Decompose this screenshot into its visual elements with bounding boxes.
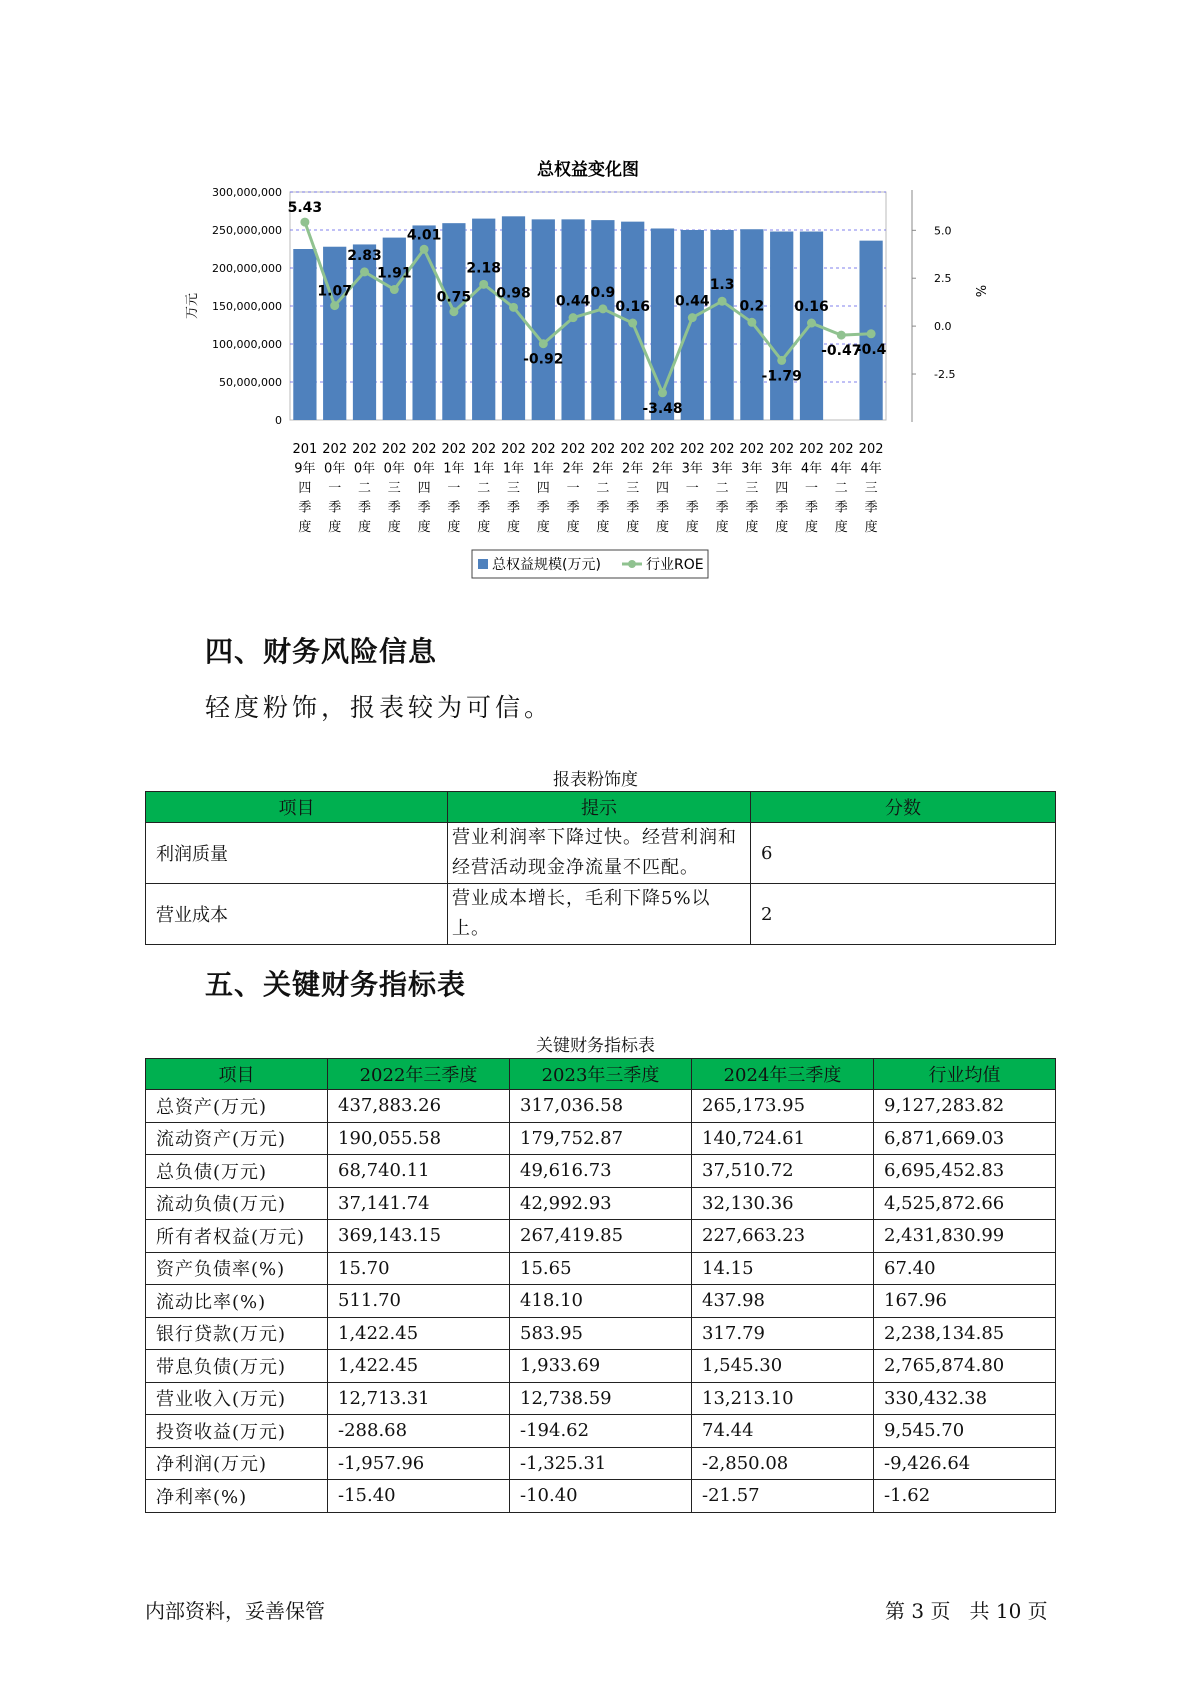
risk-header-score: 分数	[751, 792, 1056, 823]
risk-score: 6	[751, 823, 1056, 884]
roe-data-label: -1.79	[761, 368, 802, 385]
x-tick-label: 季	[506, 500, 521, 516]
kpi-2024q3: 14.15	[692, 1252, 874, 1285]
risk-table	[145, 791, 1056, 945]
kpi-header-2024q3: 2024年三季度	[692, 1059, 874, 1090]
table-row	[146, 1382, 1056, 1415]
kpi-2022q3: 369,143.15	[328, 1220, 510, 1253]
table-row	[146, 1285, 1056, 1318]
kpi-2024q3: 140,724.61	[692, 1122, 874, 1155]
x-tick-label: 度	[745, 520, 759, 535]
x-tick-label: 四	[417, 481, 431, 496]
x-tick-label: 度	[685, 520, 699, 535]
x-tick-label: 二	[715, 481, 729, 496]
kpi-2023q3: -10.40	[510, 1480, 692, 1513]
table-row	[146, 1447, 1056, 1480]
kpi-table-caption: 关键财务指标表	[536, 1036, 655, 1056]
kpi-2024q3: 32,130.36	[692, 1187, 874, 1220]
bar	[532, 219, 555, 420]
kpi-item: 投资收益(万元)	[146, 1415, 328, 1448]
x-tick-label: 3年	[771, 461, 793, 477]
roe-data-label: -0.47	[821, 343, 862, 360]
x-tick-label: 三	[864, 481, 878, 496]
x-tick-label: 四	[775, 481, 789, 496]
x-tick-label: 度	[834, 520, 848, 535]
x-tick-label: 2年	[592, 461, 614, 477]
x-tick-label: 202	[411, 442, 437, 457]
kpi-industry-avg: 4,525,872.66	[874, 1187, 1056, 1220]
kpi-industry-avg: 9,545.70	[874, 1415, 1056, 1448]
x-tick-label: 三	[745, 481, 759, 496]
x-tick-label: 度	[804, 520, 819, 535]
y2-tick-label: 2.5	[934, 272, 952, 286]
x-tick-label: 度	[387, 520, 401, 535]
kpi-table-header-row	[146, 1059, 1056, 1090]
kpi-2023q3: 49,616.73	[510, 1155, 692, 1188]
risk-item: 利润质量	[146, 823, 448, 884]
x-tick-label: 度	[596, 520, 610, 535]
bar	[591, 220, 614, 420]
x-tick-label: 度	[477, 520, 491, 535]
x-tick-label: 202	[590, 442, 616, 457]
x-tick-label: 202	[352, 442, 377, 457]
table-row	[146, 1252, 1056, 1285]
x-tick-label: 季	[804, 500, 819, 516]
x-tick-label: 0年	[324, 461, 346, 477]
kpi-2023q3: 583.95	[510, 1317, 692, 1350]
x-tick-label: 一	[447, 481, 461, 496]
y-tick-label: 100,000,000	[212, 338, 282, 351]
table-row	[146, 1187, 1056, 1220]
y-tick-label: 150,000,000	[212, 300, 282, 313]
kpi-2024q3: 437.98	[692, 1285, 874, 1318]
x-tick-label: 四	[536, 481, 550, 496]
roe-point	[420, 245, 429, 254]
kpi-2022q3: 437,883.26	[328, 1090, 510, 1123]
roe-data-label: -0.4	[855, 341, 887, 358]
kpi-header-2023q3: 2023年三季度	[510, 1059, 692, 1090]
roe-data-label: 2.18	[466, 260, 501, 277]
kpi-header-industry-avg: 行业均值	[874, 1059, 1056, 1090]
x-tick-label: 度	[536, 520, 550, 535]
x-tick-label: 度	[357, 520, 372, 535]
kpi-2022q3: -288.68	[328, 1415, 510, 1448]
y-tick-label: 0	[275, 414, 282, 427]
roe-data-label: 0.16	[615, 299, 650, 316]
table-row	[146, 1155, 1056, 1188]
kpi-item: 净利润(万元)	[146, 1447, 328, 1480]
x-tick-label: 202	[560, 442, 586, 457]
x-tick-label: 4年	[830, 461, 852, 477]
bar	[412, 225, 435, 420]
bar	[442, 223, 465, 420]
kpi-2023q3: 418.10	[510, 1285, 692, 1318]
x-tick-label: 202	[530, 442, 556, 457]
x-tick-label: 202	[501, 442, 526, 457]
roe-point	[658, 388, 667, 397]
x-tick-label: 2年	[622, 461, 644, 477]
x-tick-label: 季	[477, 500, 491, 516]
x-tick-label: 季	[655, 500, 670, 516]
y2-tick-label: -2.5	[934, 368, 956, 382]
bar	[293, 249, 316, 420]
legend-bar-swatch	[478, 559, 488, 569]
roe-point	[449, 307, 458, 316]
kpi-2024q3: -2,850.08	[692, 1447, 874, 1480]
x-tick-label: 一	[804, 481, 819, 496]
roe-point	[777, 356, 786, 365]
kpi-item: 营业收入(万元)	[146, 1382, 328, 1415]
x-tick-label: 1年	[443, 461, 465, 477]
kpi-item: 资产负债率(%)	[146, 1252, 328, 1285]
x-tick-label: 1年	[502, 461, 525, 477]
kpi-2022q3: 37,141.74	[328, 1187, 510, 1220]
kpi-item: 银行贷款(万元)	[146, 1317, 328, 1350]
chart-title: 总权益变化图	[537, 160, 639, 180]
roe-point	[628, 319, 637, 328]
kpi-industry-avg: 67.40	[874, 1252, 1056, 1285]
x-tick-label: 季	[536, 500, 550, 516]
x-tick-label: 202	[441, 442, 467, 457]
kpi-item: 总负债(万元)	[146, 1155, 328, 1188]
kpi-2024q3: -21.57	[692, 1480, 874, 1513]
kpi-2024q3: 13,213.10	[692, 1382, 874, 1415]
kpi-industry-avg: 9,127,283.82	[874, 1090, 1056, 1123]
x-tick-label: 202	[858, 442, 884, 457]
kpi-2022q3: 68,740.11	[328, 1155, 510, 1188]
kpi-2022q3: 1,422.45	[328, 1350, 510, 1383]
roe-data-label: 1.3	[709, 277, 735, 294]
roe-data-label: 0.16	[794, 299, 829, 316]
kpi-item: 总资产(万元)	[146, 1090, 328, 1123]
x-tick-label: 202	[650, 442, 675, 457]
roe-data-label: 0.9	[590, 284, 616, 301]
risk-hint: 营业利润率下降过快。经营利润和经营活动现金净流量不匹配。	[448, 823, 751, 884]
bar	[710, 230, 733, 420]
kpi-table	[145, 1058, 1056, 1513]
roe-data-label: 0.2	[739, 298, 765, 315]
kpi-industry-avg: -9,426.64	[874, 1447, 1056, 1480]
x-tick-label: 3年	[711, 461, 733, 477]
x-tick-label: 季	[685, 500, 699, 516]
roe-point	[598, 304, 607, 313]
table-row	[146, 1415, 1056, 1448]
x-tick-label: 3年	[741, 461, 763, 477]
kpi-industry-avg: 6,695,452.83	[874, 1155, 1056, 1188]
bar	[681, 230, 704, 420]
x-tick-label: 季	[328, 500, 342, 516]
roe-point	[807, 319, 816, 328]
kpi-2023q3: 179,752.87	[510, 1122, 692, 1155]
roe-point	[688, 313, 697, 322]
risk-header-item: 项目	[146, 792, 448, 823]
kpi-item: 带息负债(万元)	[146, 1350, 328, 1383]
table-row	[146, 1090, 1056, 1123]
x-tick-label: 一	[566, 481, 580, 496]
x-tick-label: 季	[715, 500, 729, 516]
roe-data-label: 1.91	[377, 265, 412, 282]
x-tick-label: 三	[387, 481, 401, 496]
kpi-2023q3: 317,036.58	[510, 1090, 692, 1123]
roe-point	[867, 329, 876, 338]
roe-point	[747, 318, 756, 327]
x-tick-label: 季	[298, 500, 312, 516]
x-tick-label: 度	[298, 520, 312, 535]
x-tick-label: 季	[417, 500, 431, 516]
roe-data-label: -0.92	[523, 351, 564, 368]
kpi-2022q3: 190,055.58	[328, 1122, 510, 1155]
y-tick-label: 50,000,000	[219, 376, 282, 389]
risk-table-caption: 报表粉饰度	[553, 770, 638, 790]
x-tick-label: 202	[739, 442, 765, 457]
x-tick-label: 202	[679, 442, 705, 457]
x-tick-label: 二	[357, 481, 372, 496]
risk-summary-text: 轻度粉饰，报表较为可信。	[205, 693, 554, 722]
x-tick-label: 4年	[860, 461, 882, 477]
kpi-2024q3: 227,663.23	[692, 1220, 874, 1253]
x-tick-label: 季	[775, 500, 789, 516]
x-tick-label: 2年	[562, 461, 584, 477]
x-tick-label: 202	[381, 442, 407, 457]
x-tick-label: 4年	[800, 461, 823, 477]
risk-hint: 营业成本增长，毛利下降5%以上。	[448, 884, 751, 945]
roe-data-label: 2.83	[347, 247, 382, 264]
kpi-industry-avg: 2,431,830.99	[874, 1220, 1056, 1253]
kpi-2022q3: 511.70	[328, 1285, 510, 1318]
x-tick-label: 一	[685, 481, 699, 496]
x-tick-label: 202	[471, 442, 497, 457]
kpi-2024q3: 317.79	[692, 1317, 874, 1350]
x-tick-label: 季	[357, 500, 372, 516]
legend-line-marker	[628, 560, 636, 568]
table-row	[146, 1220, 1056, 1253]
bar	[770, 232, 793, 420]
y2-tick-label: 0.0	[934, 320, 952, 334]
x-tick-label: 202	[828, 442, 854, 457]
x-tick-label: 二	[477, 481, 491, 496]
risk-section-heading: 四、财务风险信息	[205, 635, 438, 668]
roe-point	[330, 301, 339, 310]
kpi-2022q3: 15.70	[328, 1252, 510, 1285]
y2-axis-label: %	[972, 284, 987, 298]
risk-item: 营业成本	[146, 884, 448, 945]
x-tick-label: 季	[447, 500, 461, 516]
x-tick-label: 度	[417, 520, 431, 535]
table-row	[146, 1480, 1056, 1513]
x-tick-label: 季	[745, 500, 759, 516]
roe-point	[837, 331, 846, 340]
roe-data-label: 1.07	[317, 283, 352, 300]
bar	[472, 219, 495, 420]
roe-point	[509, 303, 518, 312]
kpi-2023q3: 42,992.93	[510, 1187, 692, 1220]
x-tick-label: 季	[566, 500, 580, 516]
x-tick-label: 三	[626, 481, 640, 496]
kpi-2024q3: 265,173.95	[692, 1090, 874, 1123]
kpi-header-item: 项目	[146, 1059, 328, 1090]
y2-tick-label: 5.0	[934, 224, 952, 238]
x-tick-label: 度	[864, 520, 878, 535]
x-tick-label: 0年	[413, 461, 435, 477]
x-tick-label: 度	[447, 520, 461, 535]
legend-line-label: 行业ROE	[646, 557, 704, 573]
kpi-industry-avg: 2,238,134.85	[874, 1317, 1056, 1350]
kpi-item: 流动负债(万元)	[146, 1187, 328, 1220]
equity-chart-svg	[170, 140, 1070, 600]
kpi-2022q3: -1,957.96	[328, 1447, 510, 1480]
legend-bar-label: 总权益规模(万元)	[492, 557, 601, 573]
y-tick-label: 300,000,000	[212, 186, 282, 199]
roe-data-label: -3.48	[642, 400, 683, 417]
x-tick-label: 度	[626, 520, 640, 535]
roe-data-label: 0.44	[675, 293, 710, 310]
x-tick-label: 季	[626, 500, 640, 516]
kpi-2023q3: 12,738.59	[510, 1382, 692, 1415]
risk-header-hint: 提示	[448, 792, 751, 823]
kpi-industry-avg: -1.62	[874, 1480, 1056, 1513]
kpi-2022q3: -15.40	[328, 1480, 510, 1513]
y-axis-label: 万元	[185, 292, 200, 320]
x-tick-label: 0年	[383, 461, 405, 477]
table-row	[146, 823, 1056, 884]
x-tick-label: 度	[715, 520, 729, 535]
roe-point	[718, 297, 727, 306]
roe-data-label: 0.44	[555, 293, 591, 310]
x-tick-label: 度	[775, 520, 789, 535]
x-tick-label: 0年	[353, 461, 376, 477]
roe-data-label: 0.75	[436, 289, 472, 306]
x-tick-label: 202	[709, 442, 735, 457]
footer-page-number: 第 3 页 共 10 页	[885, 1599, 1048, 1623]
kpi-2022q3: 12,713.31	[328, 1382, 510, 1415]
roe-point	[479, 280, 488, 289]
kpi-2024q3: 37,510.72	[692, 1155, 874, 1188]
x-tick-label: 季	[864, 500, 878, 516]
x-tick-label: 三	[506, 481, 521, 496]
x-tick-label: 度	[506, 520, 521, 535]
kpi-header-2022q3: 2022年三季度	[328, 1059, 510, 1090]
x-tick-label: 1年	[473, 461, 495, 477]
bar	[323, 247, 346, 420]
roe-point	[539, 339, 548, 348]
x-tick-label: 季	[596, 500, 610, 516]
y-tick-label: 200,000,000	[212, 262, 282, 275]
x-tick-label: 季	[387, 500, 401, 516]
kpi-industry-avg: 2,765,874.80	[874, 1350, 1056, 1383]
kpi-table-body	[146, 1090, 1056, 1513]
x-tick-label: 202	[620, 442, 646, 457]
table-row	[146, 1317, 1056, 1350]
y-tick-label: 250,000,000	[212, 224, 282, 237]
x-tick-label: 1年	[532, 461, 554, 477]
kpi-2023q3: -1,325.31	[510, 1447, 692, 1480]
x-tick-label: 2年	[651, 461, 674, 477]
equity-chart	[170, 140, 1070, 600]
kpi-2023q3: 15.65	[510, 1252, 692, 1285]
kpi-2023q3: -194.62	[510, 1415, 692, 1448]
kpi-industry-avg: 6,871,669.03	[874, 1122, 1056, 1155]
kpi-industry-avg: 330,432.38	[874, 1382, 1056, 1415]
x-tick-label: 9年	[294, 461, 316, 477]
x-tick-label: 二	[596, 481, 610, 496]
kpi-item: 所有者权益(万元)	[146, 1220, 328, 1253]
roe-data-label: 5.43	[287, 200, 323, 217]
kpi-item: 流动比率(%)	[146, 1285, 328, 1318]
risk-score: 2	[751, 884, 1056, 945]
roe-data-label: 4.01	[406, 227, 442, 244]
footer-confidential-note: 内部资料，妥善保管	[145, 1599, 325, 1623]
x-tick-label: 202	[322, 442, 348, 457]
x-tick-label: 3年	[681, 461, 703, 477]
x-tick-label: 一	[328, 481, 342, 496]
x-tick-label: 度	[566, 520, 580, 535]
roe-point	[360, 267, 369, 276]
kpi-2022q3: 1,422.45	[328, 1317, 510, 1350]
x-tick-label: 二	[834, 481, 848, 496]
table-row	[146, 1122, 1056, 1155]
table-row	[146, 884, 1056, 945]
roe-point	[569, 313, 578, 322]
x-tick-label: 度	[655, 520, 670, 535]
roe-point	[300, 218, 309, 227]
roe-point	[390, 285, 399, 294]
x-tick-label: 度	[328, 520, 342, 535]
table-row	[146, 1350, 1056, 1383]
kpi-industry-avg: 167.96	[874, 1285, 1056, 1318]
x-tick-label: 201	[292, 442, 318, 457]
x-tick-label: 202	[799, 442, 824, 457]
x-tick-label: 四	[298, 481, 312, 496]
roe-data-label: 0.98	[496, 285, 531, 302]
kpi-2023q3: 1,933.69	[510, 1350, 692, 1383]
kpi-2024q3: 1,545.30	[692, 1350, 874, 1383]
x-tick-label: 季	[834, 500, 848, 516]
risk-table-header-row	[146, 792, 1056, 823]
x-tick-label: 四	[655, 481, 670, 496]
kpi-item: 净利率(%)	[146, 1480, 328, 1513]
kpi-item: 流动资产(万元)	[146, 1122, 328, 1155]
kpi-2023q3: 267,419.85	[510, 1220, 692, 1253]
kpi-2024q3: 74.44	[692, 1415, 874, 1448]
kpi-section-heading: 五、关键财务指标表	[205, 968, 467, 1001]
x-tick-label: 202	[769, 442, 795, 457]
